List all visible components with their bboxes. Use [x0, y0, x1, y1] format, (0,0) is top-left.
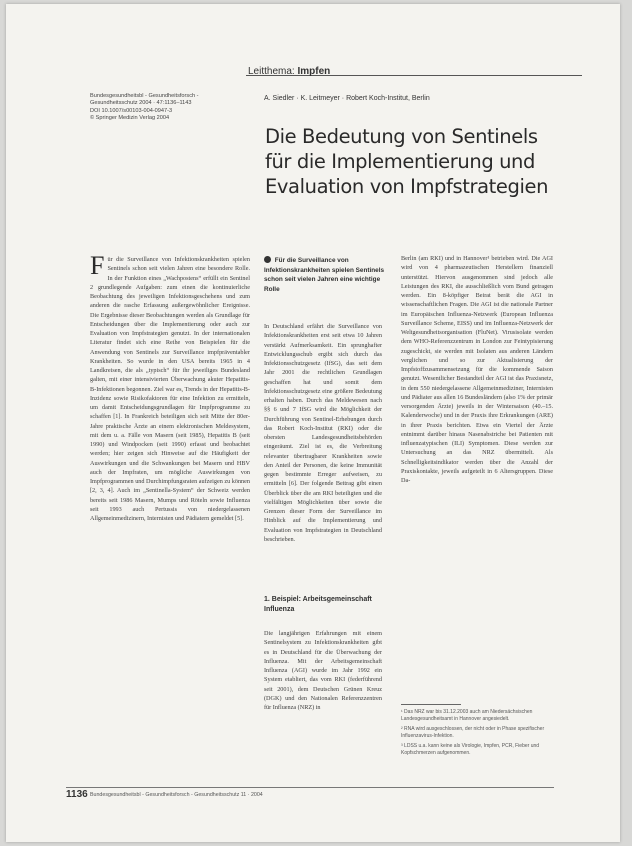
title-line: Evaluation von Impfstrategien [265, 175, 549, 198]
citation-doi: DOI 10.1007/s00103-004-0947-3 [90, 107, 173, 114]
section-topic: Impfen [297, 66, 331, 77]
column-2b-text: Die langjährigen Erfahrungen mit einem Sentinelsystem zu Infektionskrankheiten gibt es in Deutschland für die Überwachung der Influenza. Mit der Arbeitsgemeinschaft Influenza (AGI) wurde im Jahr 1992 ein System etabliert, das vom RKI (federführend seit 2001), dem Deutschen Grünen Kreuz (DGK) und den Nationalen Referenzzentren für Influenza (NRZ) in [264, 630, 382, 711]
body-column-1 [90, 251, 250, 523]
journal-page [6, 4, 620, 842]
citation-journal: Bundesgesundheitsbl - Gesundheitsforsch - [90, 93, 199, 99]
bullet-icon [264, 256, 271, 263]
body-column-2 [264, 322, 382, 544]
article-authors: A. Siedler · K. Leitmeyer · Robert Koch-Institut, Berlin [264, 95, 430, 102]
title-line: für die Implementierung und [265, 150, 535, 173]
body-column-3 [401, 254, 553, 485]
column-3-text: Berlin (am RKI) und in Hannover¹ betrieben wird. Die AGI wird von 4 pharmazeutischen Herstellern finanziell unterstützt. Hiervon ausgenommen sind jedoch alle Leistungen des RKI, die ausschließlich vom Bund getragen werden. Ein 8-köpfiger Beirat berät die AGI in wissenschaftlichen Fragen. Die AGI ist die nationale Partner im Europäischen Influenza-Netzwerk (European Influenza Surveillance Scheme, EISS) und im Influenza-Netzwerk der Weltgesundheitsorganisation (FluNet). Virusisolate werden dem WHO-Referenzzentrum in London zur Feintypisierung zugeschickt, sie werden mit Isolaten aus anderen Ländern verglichen und so zur Aktualisierung der Impfstoffzusammensetzung für die kommende Saison genutzt. Wesentlicher Bestandteil der AGI ist das Praxisnetz, in dem 550 niedergelassene Allgemeinmediziner, Internisten und Pädiater aus allen 16 Bundesländern (also 1% der primär versorgenden Ärzte) jeweils in der Wintersaison (40.–15. Kalenderwoche) und in der Praxis ihre Erkrankungen (ARE) in ihrer Praxis berichten. Etwa ein Viertel der Ärzte entnimmt darüber hinaus Nasenabstriche bei Patienten mit influenzatypischen (ILI) Symptomen. Diese werden zur Untersuchung an das NRZ übermittelt. Als Schnelligkeitsindikator werden über die Anzahl der Praxiskontakte, jeweils aufgeteilt in 6 Altersgruppen. Diese Da- [401, 255, 553, 484]
body-column-2-continued [264, 629, 382, 712]
column-2-text: In Deutschland erfährt die Surveillance von Infektionskrankheiten erst seit etwa 10 Jahren verstärkt Aufmerksamkeit. Ein sprunghafter Entwicklungsschub ergibt sich durch das Infektionsschutzgesetz (IfSG), das seit dem Jahr 2001 die rechtlichen Grundlagen geschaffen hat und somit dem Infektionsschutzgesetz eine größere Bedeutung erhalten haben. Durch das Meldewesen nach §§ 6 und 7 IfSG wird die Möglichkeit der Durchführung von Sentinel-Erhebungen durch das Robert Koch-Institut (RKI) oder die obersten Landesgesundheitsbehörden eingeräumt. Ziel ist es, die Verbreitung relevanter übertragbarer Krankheiten sowie den Anteil der Personen, die keine Immunität gegen bestimmte Erreger aufweisen, zu ermitteln [6]. Der folgende Beitrag gibt einen Überblick über die am RKI beteiligten und die vielfältigen Möglichkeiten über sowie die Grenzen dieser Form der Surveillance im Hinblick auf die Implementierung und Evaluation von Impfstrategien in Deutschland beschrieben. [264, 323, 382, 543]
pull-quote-text: Für die Surveillance von Infektionskrankheiten spielen Sentinels schon seit vielen Jahren eine wichtige Rolle [264, 257, 385, 293]
title-line: Die Bedeutung von Sentinels [265, 125, 538, 148]
column-1-text: ür die Surveillance von Infektionskrankheiten spielen Sentinels schon seit vielen Jahren eine besondere Rolle. In der Funktion eines „Wachpostens“ erfüllt ein Sentinel 2 grundlegende Aufgaben: zum einen die kontinuierliche Beobachtung des jeweiligen Infektionsgeschehens und zum anderen die rasche Erfassung außergewöhnlicher Ereignisse. Die Ergebnisse dieser Beobachtungen werden als Grundlage für Entscheidungen über die Implementierung oder auch zur Evaluation von Impfstrategien genutzt. In der internationalen Literatur findet sich eine Reihe von Beispielen für die Anwendung von Sentinels zur Surveillance impfpräventabler Krankheiten. So wurde in den USA bereits 1965 in 4 Landkreisen, die als „typisch“ für ihr jeweiliges Bundesland galten, mit einer intensivierten Überwachung akuter Hepatitis-B-Infektionen begonnen. Ziel war es, Trends in der Hepatitis-B-Inzidenz sowie Risikofaktoren für eine Infektion zu ermitteln, um damit Entscheidungsgrundlagen für Impfprogramme zu schaffen [1]. In Frankreich beteiligen sich seit Mitte der 80er-Jahre praktische Ärzte an einem elektronischen Meldesystem, mit dem u. a. Fälle von Masern (seit 1985), Hepatitis B (seit 1990) und Windpocken (seit 1990) erfasst und beobachtet werden; hier zeigen sich Hinweise auf die Häufigkeit der Auswirkungen und die Schwankungen bei Masern und HBV auch der Impfraten, um mögliche Auswirkungen von Impfprogrammen und Durchimpfungsraten aufzeigen zu können [2, 3, 4]. Auch im „Sentinella-System“ der Schweiz werden bereits seit 1986 Masern, Mumps und Röteln sowie Influenza seit 1993 auch Pertussis von niedergelassenen Allgemeinmedizinern, Internisten und Pädiatern gemeldet [5]. [90, 256, 250, 522]
citation-issue: Gesundheitsschutz 2004 · 47:1136–1143 [90, 100, 192, 107]
pull-quote [264, 256, 386, 294]
footnote: ¹ Das NRZ war bis 31.12.2003 auch am Niedersächsischen Landesgesundheitsamt in Hannover angesiedelt. [401, 709, 533, 722]
citation-publisher: © Springer Medizin Verlag 2004 [90, 114, 170, 121]
footnote: ³ LDSS u.a. kann keine als Virologie, Impfen, PCR, Fieber und Kopfschmerzen aufgenommen. [401, 743, 540, 756]
section-heading: 1. Beispiel: Arbeitsgemeinschaft Influenza [264, 596, 372, 613]
section-label-prefix: Leitthema: [248, 66, 295, 77]
section-label [248, 66, 330, 77]
drop-cap: F [90, 251, 105, 280]
footer-journal-line: Bundesgesundheitsbl - Gesundheitsforsch - Gesundheitsschutz 11 · 2004 [90, 792, 263, 798]
footnotes [401, 709, 551, 761]
page-number: 1136 [66, 789, 88, 800]
footnote-rule [401, 704, 461, 705]
footer-rule [66, 787, 554, 788]
citation-block [90, 93, 250, 122]
article-title [265, 124, 595, 199]
footnote: ² RNA wird ausgeschlossen, der nicht oder in Phase spezifischer Influenzavirus-Infektion. [401, 726, 545, 739]
